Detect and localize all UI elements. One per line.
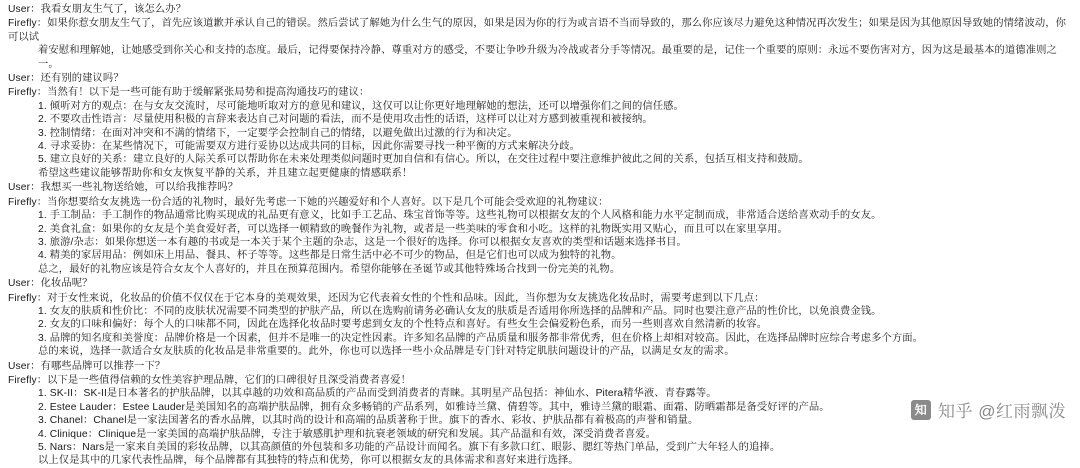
message-text-line: 3. 品牌的知名度和美誉度：品牌价格是一个因素，但并不是唯一的决定性因素。许多知名品牌的产品质量和服务都非常优秀，但在价格上却相对较高。因此，在选择品牌时应综合考虑多个方面。: [38, 332, 924, 344]
speaker-separator: ：: [36, 196, 48, 208]
message-text-line: 2. 不要攻击性语言：尽量使用积极的言辞来表达自己对问题的看法，而不是使用攻击性的话语，这样可以让对方感到被重视和被接纳。: [38, 114, 653, 126]
message-first-line: [8, 17, 1072, 44]
message-text-line: 2. 女友的口味和偏好：每个人的口味都不同，因此在选择化妆品时要考虑到女友的个性特点和喜好。有些女生会偏爱粉色系，而另一些则喜欢自然清新的妆容。: [38, 319, 768, 331]
message-turn: [8, 17, 1072, 71]
message-text-line: 1. 倾听对方的观点：在与女友交流时，尽可能地听取对方的意见和建议，这仅可以让你更好地理解她的想法，还可以增强你们之间的信任感。: [38, 100, 684, 112]
message-speaker-label: User: [8, 4, 31, 15]
message-text: 如果你惹女朋友生气了，首先应该道歉并承认自己的错误。然后尝试了解她为什么生气的原因，如果是因为你的行为或言语不当而导致的，那么你应该尽力避免这种情况再次发生；如果是因为其他原因导致她的情绪波动，你可以试: [8, 18, 1067, 43]
speaker-separator: ：: [36, 18, 48, 30]
message-first-line: [8, 277, 1072, 290]
message-speaker-label: Firefly: [8, 87, 37, 99]
message-text-line: 总的来说，选择一款适合女友肤质的化妆品是非常重要的。此外，你也可以选择一些小众品牌是专门针对特定肌肤问题设计的产品，以满足女友的需求。: [38, 346, 735, 358]
message-text-line: 2. Estee Lauder：Estee Lauder是美国知名的高端护肤品牌，拥有众多畅销的产品系列，如雅诗兰黛、倩碧等。其中，雅诗兰黛的眼霜、面霜、防晒霜都是备受好评的产品。: [38, 401, 830, 413]
message-text: 当你想要给女友挑选一份合适的礼物时，最好先考虑一下她的兴趣爱好和个人喜好。以下是几个可能会受欢迎的礼物建议：: [47, 196, 609, 208]
message-text-line: 3. 控制情绪：在面对冲突和不满的情绪下，一定要学会控制自己的情绪，以避免做出过激的行为和决定。: [38, 127, 518, 139]
message-speaker-label: Firefly: [8, 374, 37, 386]
message-text-line: 总之，最好的礼物应该是符合女友个人喜好的，并且在预算范围内。希望你能够在圣诞节或其他特殊场合找到一份完美的礼物。: [38, 263, 621, 275]
speaker-separator: ：: [36, 374, 48, 386]
message-turn: [8, 3, 1072, 16]
message-turn: [8, 360, 1072, 373]
message-text: 有哪些品牌可以推荐一下？: [40, 360, 166, 372]
message-speaker-label: Firefly: [8, 18, 37, 30]
speaker-separator: ：: [30, 182, 41, 194]
message-first-line: [8, 72, 1072, 85]
speaker-separator: ：: [30, 4, 41, 15]
message-first-line: [8, 196, 1072, 209]
message-text: 对于女性来说，化妆品的价值不仅仅在于它本身的美观效果，还因为它代表着女性的个性和品味。因此，当你想为女友挑选化妆品时，需要考虑到以下几点：: [47, 292, 765, 304]
message-text-line: 2. 美食礼盒：如果你的女友是个美食爱好者，可以选择一顿精致的晚餐作为礼物，或者是一些美味的零食和小吃。这样的礼物既实用又贴心，而且可以在家里享用。: [38, 223, 788, 235]
message-turn: [8, 72, 1072, 85]
message-speaker-label: User: [8, 73, 31, 85]
message-speaker-label: User: [8, 360, 31, 372]
speaker-separator: ：: [30, 278, 41, 290]
message-text-line: 1. 手工制品：手工制作的物品通常比购买现成的礼品更有意义，比如手工艺品、珠宝首饰等等。这些礼物可以根据女友的个人风格和能力水平定制而成，非常适合送给喜欢动手的女友。: [38, 210, 882, 222]
message-speaker-label: Firefly: [8, 196, 37, 208]
message-text-line: 5. 建立良好的关系：建立良好的人际关系可以帮助你在未来处理类似问题时更加自信和有信心。所以，在交往过程中要注意维护彼此之间的关系，包括互相支持和鼓励。: [38, 154, 809, 166]
message-first-line: [8, 360, 1072, 373]
message-text-line: 3. 旅游/杂志：如果你想送一本有趣的书或是一本关于某个主题的杂志，这是一个很好的选择。你可以根据女友喜欢的类型和话题来选择书目。: [38, 236, 687, 248]
message-text-line: 着安慰和理解她，让她感受到你关心和支持的态度。最后，记得要保持冷静、尊重对方的感受，不要让争吵升级为冷战或者分手等情况。最重要的是，记住一个重要的原则：永远不要伤害对方，因为这是最基本的道德准则之一。: [38, 45, 1057, 70]
message-speaker-label: User: [8, 278, 31, 290]
message-text: 以下是一些值得信赖的女性美容护理品牌，它们的口碑很好且深受消费者喜爱！: [47, 374, 412, 386]
message-text-line: 4. 寻求妥协：在某些情况下，可能需要双方进行妥协以达成共同的目标，因此你需要寻找一种平衡的方式来解决分歧。: [38, 141, 580, 153]
message-speaker-label: User: [8, 182, 31, 194]
watermark-text: 知乎 @红雨飘泼: [938, 402, 1066, 421]
message-text-line: 4. Clinique：Clinique是一家美国的高端护肤品牌，专注于敏感肌护理和抗衰老领域的研究和发展。其产品温和有效，深受消费者喜爱。: [38, 428, 656, 440]
message-turn: [8, 86, 1072, 180]
message-text: 化妆品呢？: [40, 278, 93, 290]
message-text: 我看女朋友生气了，该怎么办？: [40, 4, 187, 15]
message-text-line: 1. 女友的肤质和性价比：不同的皮肤状况需要不同类型的护肤产品，所以在选购前请务必确认女友的肤质是否适用你所选择的品牌和产品。同时也要注意产品的性价比，以免浪费金钱。: [38, 305, 882, 317]
watermark: [911, 397, 1066, 422]
message-first-line: [8, 181, 1072, 194]
message-first-line: [8, 3, 1072, 16]
message-text-line: 希望这些建议能够帮助你和女友恢复平静的关系，并且建立起更健康的情感联系！: [38, 167, 413, 179]
speaker-separator: ：: [30, 73, 41, 85]
message-turn: [8, 292, 1072, 359]
message-turn: [8, 181, 1072, 194]
message-text: 我想买一些礼物送给她，可以给我推荐吗？: [40, 182, 239, 194]
speaker-separator: ：: [36, 292, 48, 304]
message-text: 还有别的建议吗？: [40, 73, 124, 85]
message-first-line: [8, 86, 1072, 99]
message-text-line: 5. Nars：Nars是一家来自美国的彩妆品牌，以其高颜值的外包装和多功能的产品设计而闻名。旗下有多款口红、眼影、腮红等热门单品，受到广大年轻人的追捧。: [38, 442, 781, 453]
message-turn: [8, 196, 1072, 276]
message-speaker-label: Firefly: [8, 292, 37, 304]
speaker-separator: ：: [30, 360, 41, 372]
message-first-line: [8, 292, 1072, 305]
message-text-line: 4. 精美的家居用品：例如床上用品、餐具、杯子等等。这些都是日常生活中必不可少的物品，但是它们也可以成为独特的礼物。: [38, 250, 622, 262]
message-text-line: 以上仅是其中的几家代表性品牌，每个品牌都有其独特的特点和优势，你可以根据女友的具体需求和喜好来进行选择。: [38, 455, 579, 467]
message-text: 当然有！以下是一些可能有助于缓解紧张局势和提高沟通技巧的建议：: [47, 87, 370, 99]
message-turn: [8, 277, 1072, 290]
speaker-separator: ：: [36, 87, 48, 99]
zhihu-logo-icon: 知: [911, 400, 931, 420]
message-text-line: 3. Chanel：Chanel是一家法国著名的香水品牌，以其时尚的设计和高端的品质著称于世。旗下的香水、彩妆、护肤品都有着极高的声誉和销量。: [38, 415, 699, 427]
message-first-line: [8, 374, 1072, 387]
message-text-line: 1. SK-II：SK-II是日本著名的护肤品牌，以其卓越的功效和高品质的产品而受到消费者的青睐。其明星产品包括：神仙水、Pitera精华液、青春露等。: [38, 388, 717, 400]
